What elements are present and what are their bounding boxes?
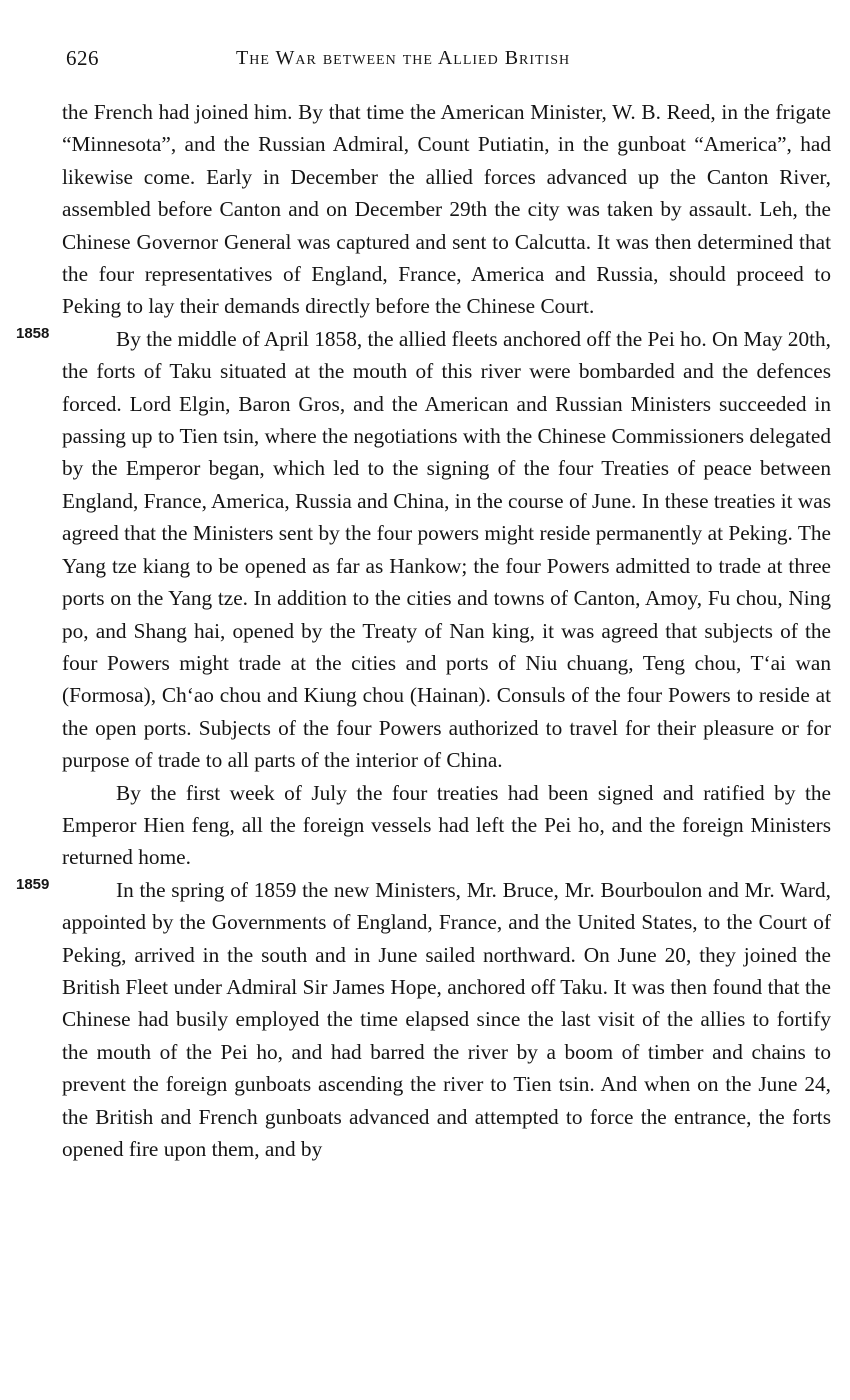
paragraph-continued: [62, 96, 831, 323]
body-text: [16, 96, 831, 1165]
paragraph-text: By the first week of July the four treaties had been signed and ratified by the Emperor Hien feng, all the foreign vessels had left the Pei ho, and the foreign Ministers returned home.: [62, 780, 831, 870]
paragraph-1858: [16, 323, 831, 777]
paragraph-text: By the middle of April 1858, the allied fleets anchored off the Pei ho. On May 20th, the forts of Taku situated at the mouth of this river were bombarded and the defences forced. Lord Elgin, Baron Gros, and the American and Russian Ministers succeeded in passing up to Tien tsin, where the negotiations with the Chinese Commissioners delegated by the Emperor began, which led to the signing of the four Treaties of peace between England, France, America, Russia and China, in the course of June. In these treaties it was agreed that the Ministers sent by the four powers might reside permanently at Peking. The Yang tze kiang to be opened as far as Hankow; the four Powers admitted to trade at three ports on the Yang tze. In addition to the cities and towns of Canton, Amoy, Fu chou, Ning po, and Shang hai, opened by the Treaty of Nan king, it was agreed that subjects of the four Powers might trade at the cities and ports of Niu chuang, Teng chou, T‘ai wan (Formosa), Ch‘ao chou and Kiung chou (Hainan). Consuls of the four Powers to reside at the open ports. Subjects of the four Powers authorized to travel for their pleasure or for purpose of trade to all parts of the interior of China.: [62, 326, 831, 773]
paragraph-1859: [16, 874, 831, 1166]
running-head: The War between the Allied British: [236, 47, 571, 69]
page-number: 626: [66, 46, 99, 70]
margin-year-1859: 1859: [16, 875, 50, 893]
margin-year-1858: 1858: [16, 324, 50, 342]
paragraph-text: In the spring of 1859 the new Ministers, Mr. Bruce, Mr. Bourboulon and Mr. Ward, appointed by the Governments of England, France, and the United States, to the Court of Peking, arrived in the south and in June sailed northward. On June 20, they joined the British Fleet under Admiral Sir James Hope, anchored off Taku. It was then found that the Chinese had busily employed the time elapsed since the last visit of the allies to fortify the mouth of the Pei ho, and had barred the river by a boom of timber and chains to prevent the foreign gunboats ascending the river to Tien tsin. And when on the June 24, the British and French gunboats advanced and attempted to force the entrance, the forts opened fire upon them, and by: [62, 877, 831, 1161]
paragraph-text: the French had joined him. By that time the American Minister, W. B. Reed, in the frigate “Minnesota”, and the Russian Admiral, Count Putiatin, in the gunboat “America”, had likewise come. Early in December the allied forces advanced up the Canton River, assembled before Canton and on December 29th the city was taken by assault. Leh, the Chinese Governor General was captured and sent to Calcutta. It was then determined that the four representatives of England, France, America and Russia, should proceed to Peking to lay their demands directly before the Chinese Court.: [62, 100, 831, 319]
paragraph-july: [62, 777, 831, 874]
